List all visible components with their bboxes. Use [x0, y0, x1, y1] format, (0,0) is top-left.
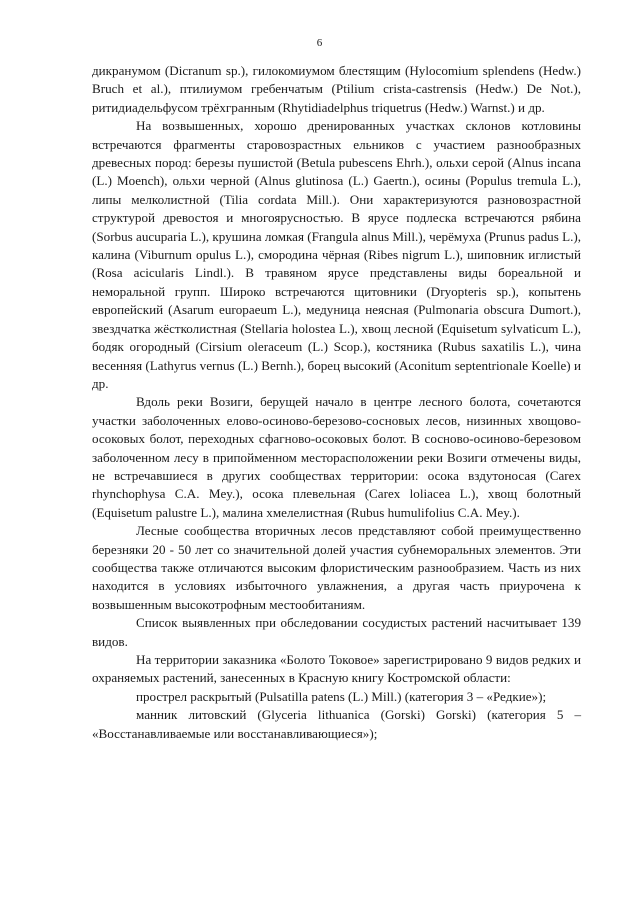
document-body: [92, 62, 581, 743]
page-number: 6: [316, 37, 323, 49]
paragraph-mosses-continuation: дикранумом (Dicranum sp.), гилокомиумом блестящим (Hylocomium splendens (Hedw.) Bruch et al.), птилиумом гребенчатым (Ptilium crista-castrensis (Hedw.) De Not.), ритидиадельфусом трёхгранным (Rhytidiadelphus triquetrus (Hedw.) Warnst.) и др.: [92, 63, 581, 115]
paragraph-spruce-forests: На возвышенных, хорошо дренированных участках склонов котловины встречаются фрагменты старовозрастных ельников с участием разнообразных древесных пород: березы пушистой (Betula pubescens Ehrh.), ольхи серой (Alnus incana (L.) Moench), ольхи черной (Alnus glutinosa (L.) Gaertn.), осины (Populus tremula L.), липы мелколистной (Tilia cordata Mill.). Они характеризуются разновозрастной структурой древостоя и многоярусностью. В ярусе подлеска встречаются рябина (Sorbus aucuparia L.), крушина ломкая (Frangula alnus Mill.), черёмуха (Prunus padus L.), калина (Viburnum opulus L.), смородина чёрная (Ribes nigrum L.), шиповник иглистый (Rosa acicularis Lindl.). В травяном ярусе представлены виды бореальной и неморальной групп. Широко встречаются щитовники (Dryopteris sp.), копытень европейский (Asarum europaeum L.), медуница неясная (Pulmonaria obscura Dumort.), звездчатка жёстколистная (Stellaria holostea L.), хвощ лесной (Equisetum sylvaticum L.), бодяк огородный (Cirsium oleraceum (L.) Scop.), костяника (Rubus saxatilis L.), чина весенняя (Lathyrus vernus (L.) Bernh.), борец высокий (Aconitum septentrionale Koelle) и др.: [92, 118, 581, 391]
paragraph-species-count: Список выявленных при обследовании сосудистых растений насчитывает 139 видов.: [92, 615, 581, 649]
paragraph-secondary-forests: Лесные сообщества вторичных лесов представляют собой преимущественно березняки 20 - 50 лет со значительной долей участия субнеморальных элементов. Эти сообщества также отличаются высоким флористическим разнообразием. Часть из них находится в условиях избыточного увлажнения, а другая часть приурочена к возвышенным высокотрофным местообитаниям.: [92, 523, 581, 612]
list-item-glyceria: манник литовский (Glyceria lithuanica (Gorski) Gorski) (категория 5 – «Восстанавливаемые или восстанавливающиеся»);: [92, 707, 581, 741]
paragraph-rare-species-intro: На территории заказника «Болото Токовое» зарегистрировано 9 видов редких и охраняемых растений, занесенных в Красную книгу Костромской области:: [92, 652, 581, 686]
list-item-pulsatilla: прострел раскрытый (Pulsatilla patens (L.) Mill.) (категория 3 – «Редкие»);: [136, 688, 547, 704]
paragraph-vozigi-river: Вдоль реки Возиги, берущей начало в центре лесного болота, сочетаются участки заболоченных елово-осиново-березово-сосновых лесов, низинных хвощово-осоковых болот, переходных сфагново-осоковых болот. В сосново-осиново-березовом заболоченном лесу в припойменном месторасположении реки Возиги отмечены виды, не встречавшиеся в других сообществах территории: осока вздутоносая (Carex rhynchophysa C.A. Mey.), осока плевельная (Carex loliacea L.), хвощ болотный (Equisetum palustre L.), малина хмелелистная (Rubus humulifolius C.A. Mey.).: [92, 394, 581, 520]
